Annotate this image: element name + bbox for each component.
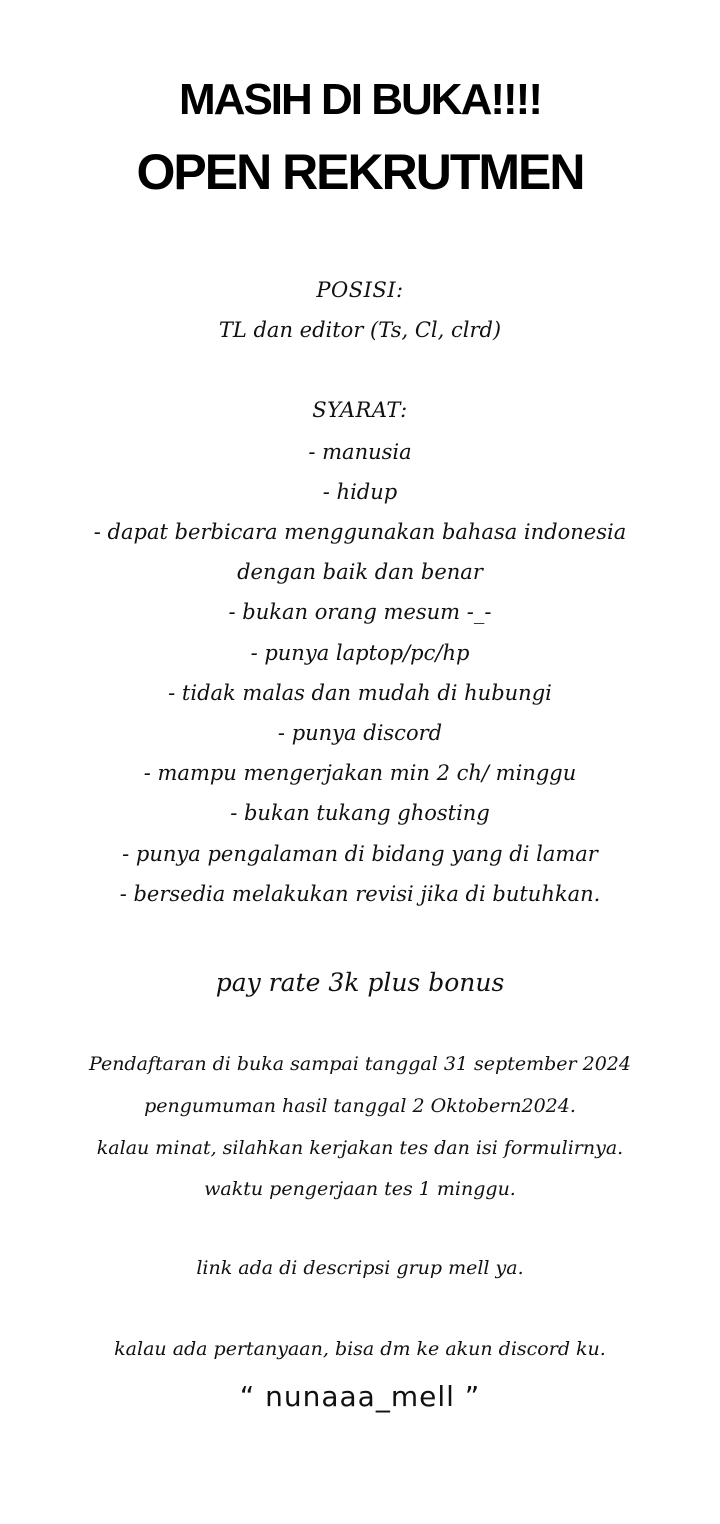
requirement-item: dengan baik dan benar	[237, 560, 483, 584]
syarat-label: SYARAT:	[312, 398, 408, 422]
requirement-item: - bukan tukang ghosting	[230, 801, 490, 825]
info-line: pengumuman hasil tanggal 2 Oktobern2024.	[144, 1095, 576, 1117]
requirement-item: - punya pengalaman di bidang yang di lamar	[122, 842, 598, 866]
requirement-item: - hidup	[322, 480, 398, 504]
posisi-value: TL dan editor (Ts, Cl, clrd)	[218, 318, 502, 342]
requirement-item: - bukan orang mesum -_-	[228, 600, 492, 624]
requirement-item: - tidak malas dan mudah di hubungi	[168, 681, 552, 705]
info-line: kalau minat, silahkan kerjakan tes dan isi formulirnya.	[96, 1137, 624, 1159]
contact-note: kalau ada pertanyaan, bisa dm ke akun discord ku.	[114, 1338, 606, 1360]
pay-rate: pay rate 3k plus bonus	[215, 968, 505, 997]
info-line: Pendaftaran di buka sampai tanggal 31 september 2024	[89, 1053, 631, 1075]
info-line: waktu pengerjaan tes 1 minggu.	[204, 1178, 516, 1200]
posisi-label: POSISI:	[316, 278, 404, 302]
requirement-item: - bersedia melakukan revisi jika di butuhkan.	[119, 882, 601, 906]
requirement-item: - mampu mengerjakan min 2 ch/ minggu	[143, 761, 577, 785]
discord-handle: “ nunaaa_mell ”	[239, 1380, 481, 1413]
requirement-item: - punya laptop/pc/hp	[250, 641, 470, 665]
requirement-item: - dapat berbicara menggunakan bahasa indonesia	[93, 520, 627, 544]
headline-still-open: MASIH DI BUKA!!!!	[179, 75, 541, 124]
requirement-item: - manusia	[308, 440, 412, 464]
requirement-item: - punya discord	[277, 721, 443, 745]
headline-open-recruitment: OPEN REKRUTMEN	[136, 144, 584, 200]
link-note: link ada di descripsi grup mell ya.	[196, 1257, 524, 1279]
